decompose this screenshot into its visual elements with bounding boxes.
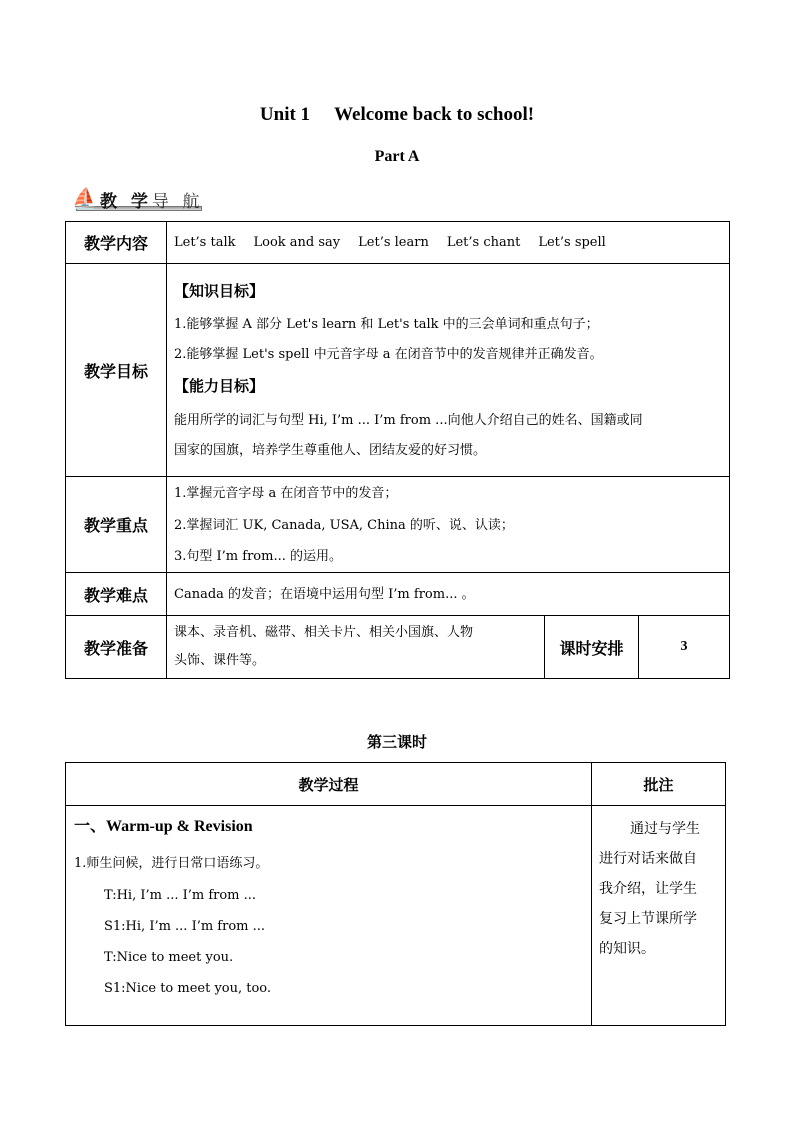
process-header: 教学过程 <box>66 763 592 806</box>
preparation-row <box>66 616 730 679</box>
difficulty-label: 教学难点 <box>66 573 167 616</box>
preparation-label: 教学准备 <box>66 616 167 679</box>
dialogue-line: T:Hi, I’m ... I’m from ... <box>104 888 257 903</box>
unit-title <box>0 104 794 126</box>
dialogue-line: S1:Nice to meet you, too. <box>104 981 272 996</box>
key-points-row <box>66 477 730 573</box>
key-points-cell <box>167 477 730 573</box>
key-points-label: 教学重点 <box>66 477 167 573</box>
ability-line: 国家的国旗，培养学生尊重他人、团结友爱的好习惯。 <box>174 443 487 458</box>
key-point: 3.句型 I’m from... 的运用。 <box>174 548 342 564</box>
content-row <box>66 222 730 264</box>
note-line: 通过与学生 <box>630 821 700 837</box>
schedule-value: 3 <box>639 616 730 679</box>
sail-icon: ⛵ <box>72 186 97 210</box>
goals-cell <box>167 264 730 477</box>
section-heading: 一、Warm-up & Revision <box>74 818 253 835</box>
dialogue-line: T:Nice to meet you. <box>104 950 234 965</box>
goals-row <box>66 264 730 477</box>
preparation-line: 头饰、课件等。 <box>174 653 266 668</box>
notes-header: 批注 <box>592 763 726 806</box>
preparation-line: 课本、录音机、磁带、相关卡片、相关小国旗、人物 <box>174 625 474 640</box>
content-items: Let’s talk Look and say Let’s learn Let’s chant Let’s spell <box>167 222 730 264</box>
process-header-row <box>66 763 726 806</box>
banner-label: 教 学导 航 <box>100 192 204 212</box>
ability-heading: 【能力目标】 <box>174 377 265 395</box>
process-table <box>65 762 726 1026</box>
unit-number: Unit 1 <box>259 104 311 125</box>
note-line: 的知识。 <box>599 941 655 957</box>
knowledge-item: 1.能够掌握 A 部分 Let's learn 和 Let's talk 中的三会单词和重点句子； <box>174 317 599 332</box>
note-line: 进行对话来做自 <box>599 851 697 867</box>
unit-name: Welcome back to school! <box>334 104 535 125</box>
key-point: 2.掌握词汇 UK, Canada, USA, China 的听、说、认读； <box>174 517 514 533</box>
content-label: 教学内容 <box>66 222 167 264</box>
part-title: Part A <box>374 148 420 165</box>
difficulty-row <box>66 573 730 616</box>
notes-cell <box>592 806 726 1026</box>
lesson-info-table <box>65 221 730 679</box>
goals-label: 教学目标 <box>66 264 167 477</box>
knowledge-heading: 【知识目标】 <box>174 282 265 300</box>
step-text: 1.师生问候，进行日常口语练习。 <box>74 856 269 871</box>
ability-line: 能用所学的词汇与句型 Hi, I’m ... I’m from ...向他人介绍自己的姓名、国籍或同 <box>174 413 643 428</box>
key-point: 1.掌握元音字母 a 在闭音节中的发音； <box>174 485 398 501</box>
schedule-label: 课时安排 <box>545 616 639 679</box>
note-line: 复习上节课所学 <box>599 911 697 927</box>
process-body-row <box>66 806 726 1026</box>
lesson-title: 第三课时 <box>366 733 427 751</box>
teaching-nav-banner <box>70 186 204 214</box>
difficulty-text: Canada 的发音；在语境中运用句型 I’m from... 。 <box>167 573 730 616</box>
dialogue-line: S1:Hi, I’m ... I’m from ... <box>104 919 266 934</box>
note-line: 我介绍，让学生 <box>599 881 697 897</box>
preparation-cell <box>167 616 545 679</box>
process-cell <box>66 806 592 1026</box>
knowledge-item: 2.能够掌握 Let's spell 中元音字母 a 在闭音节中的发音规律并正确发音。 <box>174 347 603 362</box>
